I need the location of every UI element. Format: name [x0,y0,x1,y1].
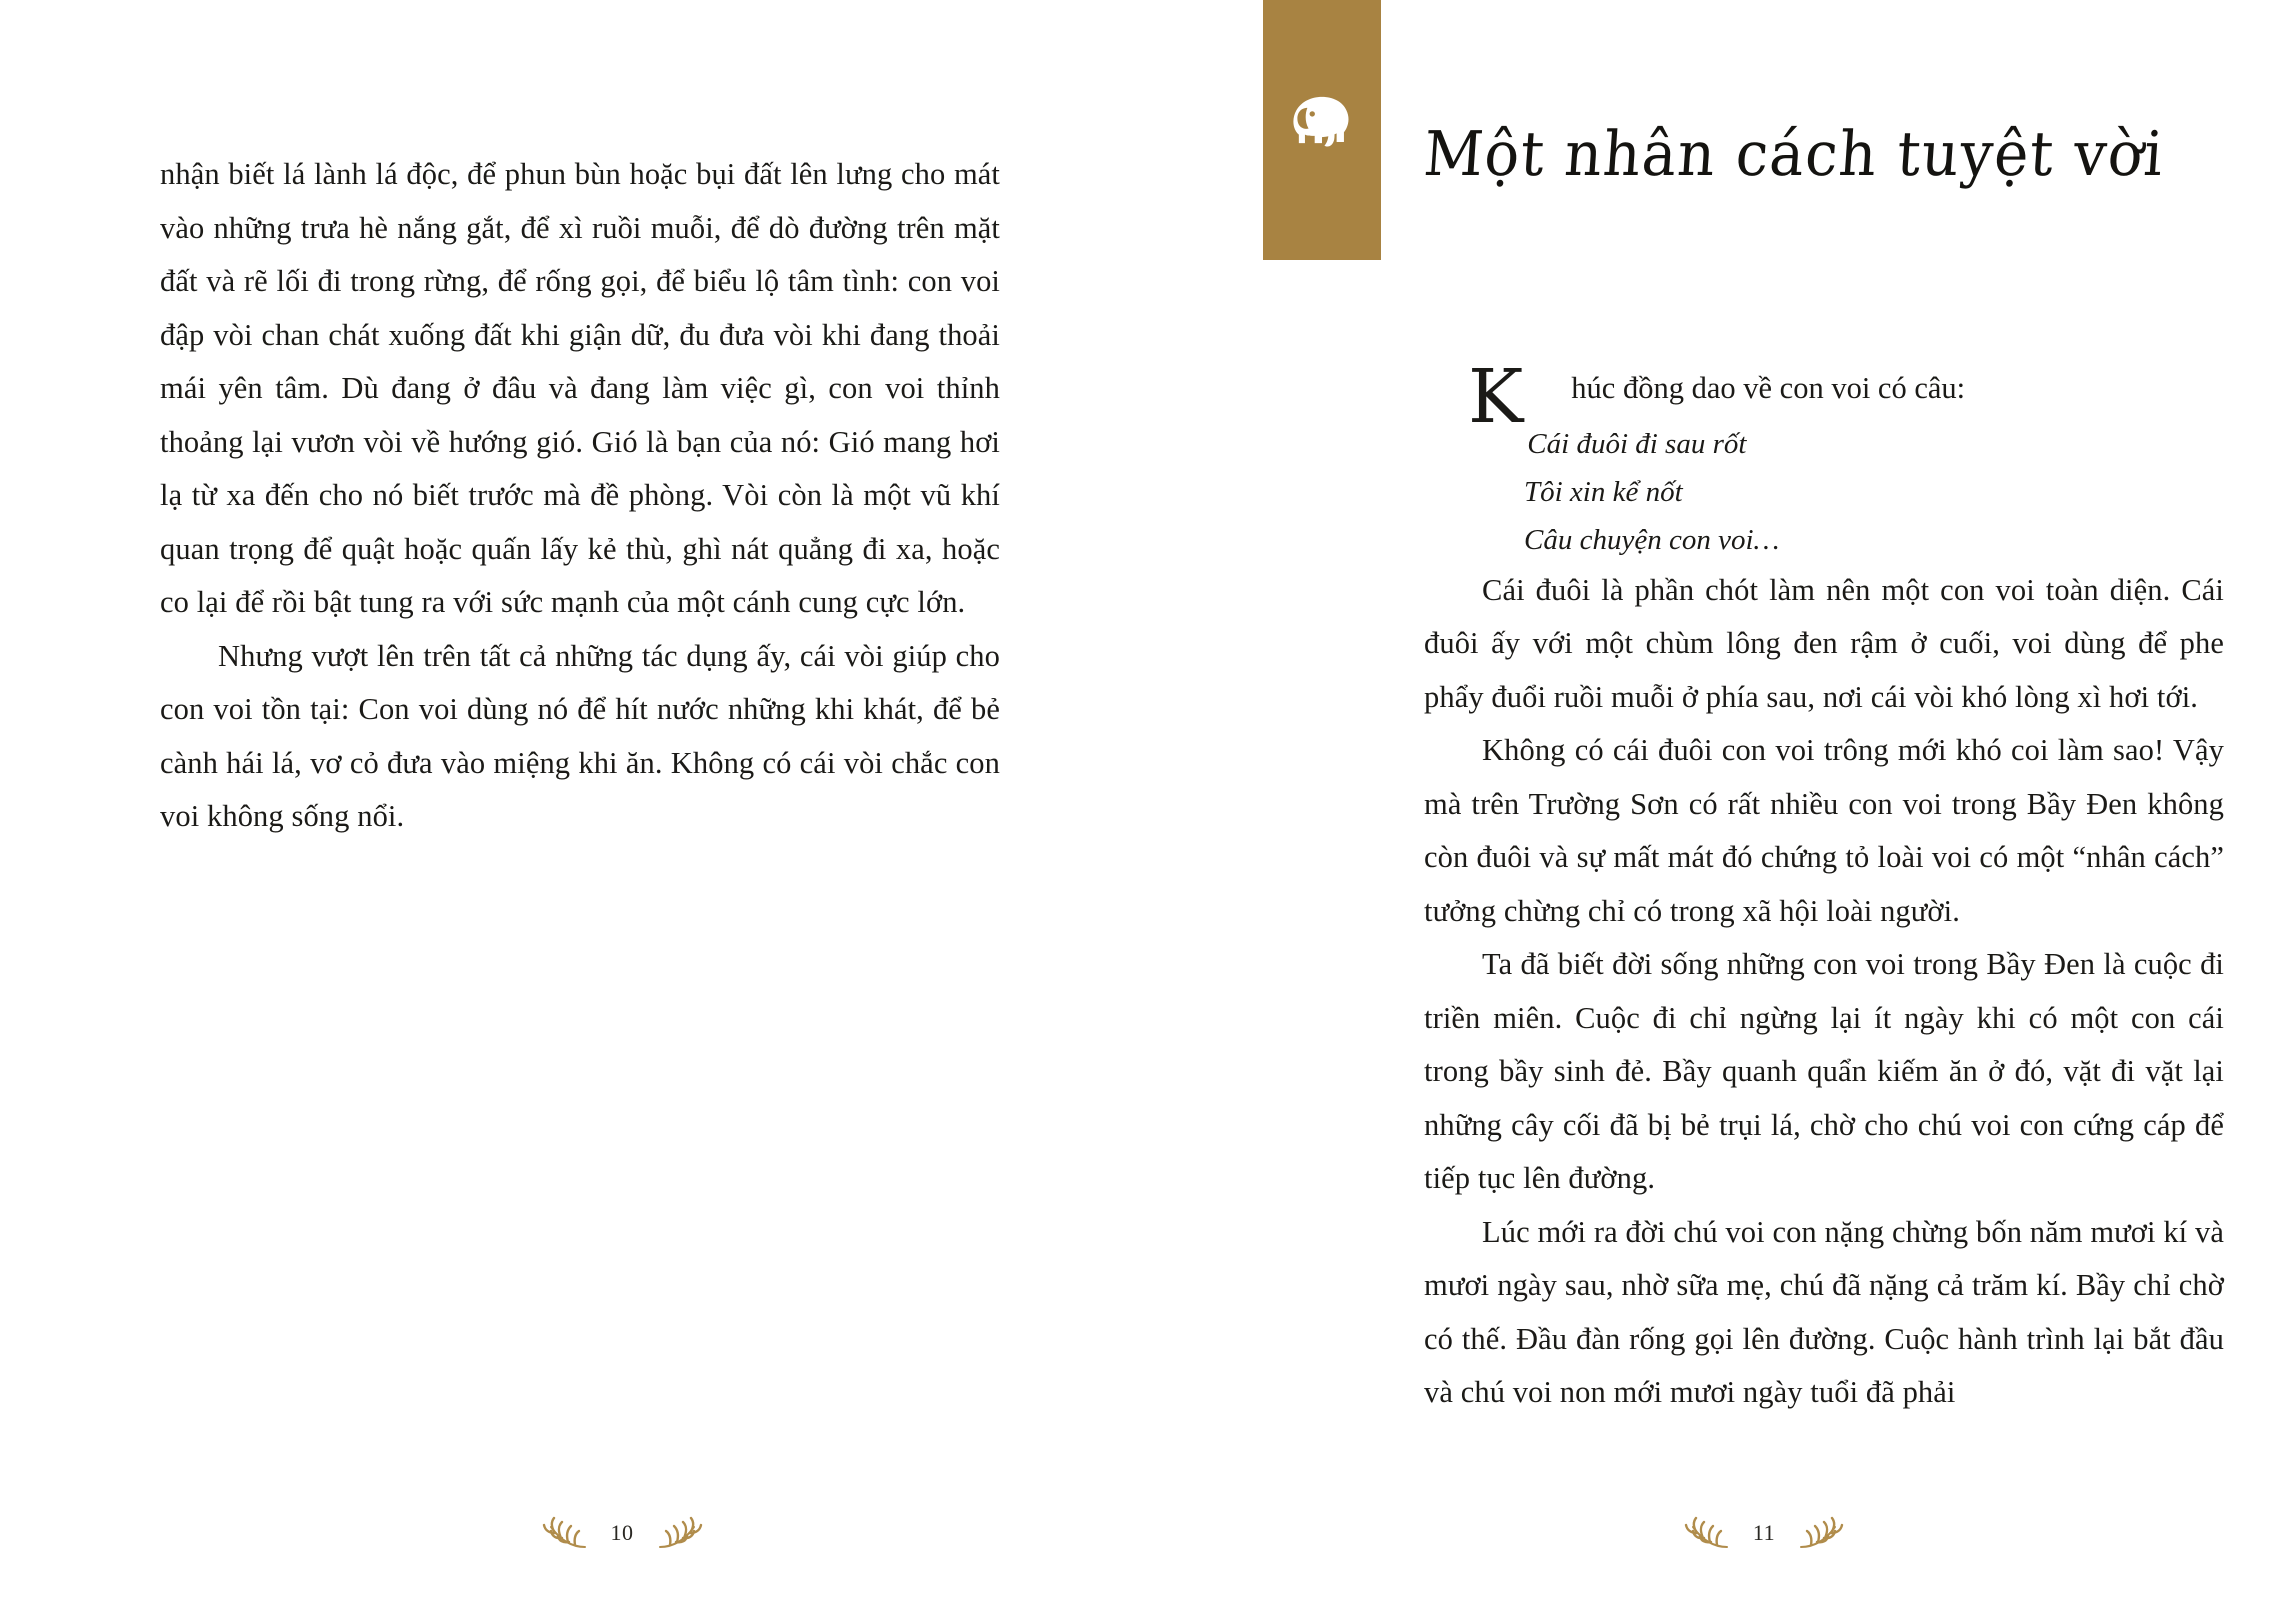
paragraph: nhận biết lá lành lá độc, để phun bùn hoặc bụi đất lên lưng cho mát vào những trưa hè nắng gắt, để xì ruồi muỗi, để dò đường trên mặt đất và rẽ lối đi trong rừng, để rống gọi, để biểu lộ tâm tình: con voi đập vòi chan chát xuống đất khi giận dữ, đu đưa vòi khi đang thoải mái yên tâm. Dù đang ở đâu và đang làm việc gì, con voi thỉnh thoảng lại vươn vòi về hướng gió. Gió là bạn của nó: Gió mang hơi lạ từ xa đến cho nó biết trước mà đề phòng. Vòi còn là một vũ khí quan trọng để quật hoặc quấn lấy kẻ thù, ghì nát quẳng đi xa, hoặc co lại để rồi bật tung ra với sức mạnh của một cánh cung cực lớn. [160,157,1000,619]
opening-line: húc đồng dao về con voi có câu: [1571,371,1966,405]
laurel-icon [656,1513,704,1553]
paragraph: Không có cái đuôi con voi trông mới khó coi làm sao! Vậy mà trên Trường Sơn có rất nhiều con voi trong Bầy Đen không còn đuôi và sự mất mát đó chứng tỏ loài voi có một “nhân cách” tưởng chừng chỉ có trong xã hội loài người. [1424,733,2224,928]
page-number: 11 [1752,1520,1776,1545]
paragraph: Lúc mới ra đời chú voi con nặng chừng bốn năm mươi kí và mươi ngày sau, nhờ sữa mẹ, chú đã nặng cả trăm kí. Bầy chỉ chờ có thế. Đầu đàn rống gọi lên đường. Cuộc hành trình lại bắt đầu và chú voi non mới mươi ngày tuổi đã phải [1424,1214,2224,1409]
laurel-icon [541,1513,589,1553]
verse-block [1424,420,2224,564]
footer-right [1244,1513,2284,1553]
verse-line: Cái đuôi đi sau rốt [1527,427,1747,460]
opening-paragraph [1424,354,2224,440]
paragraph: Cái đuôi là phần chót làm nên một con voi toàn diện. Cái đuôi ấy với một chùm lông đen rậm ở cuối, voi dùng để phe phẩy đuổi ruồi muỗi ở phía sau, nơi cái vòi khó lòng xì hơi tới. [1424,572,2224,714]
paragraph: Ta đã biết đời sống những con voi trong Bầy Đen là cuộc đi triền miên. Cuộc đi chỉ ngừng lại ít ngày khi có một con cái trong bầy sinh đẻ. Bầy quanh quẩn kiếm ăn ở đó, vặt đi vặt lại những cây cối đã bị bẻ trụi lá, chờ cho chú voi con cứng cáp để tiếp tục lên đường. [1424,947,2224,1195]
laurel-icon [1797,1513,1845,1553]
right-page-text-column [1424,354,2224,1420]
left-page-text-column [160,148,1000,844]
page-right [1244,0,2284,1615]
laurel-icon [1683,1513,1731,1553]
page-number: 10 [610,1520,634,1545]
drop-cap: K [1468,354,1524,440]
chapter-banner [1263,0,1381,260]
verse-line: Câu chuyện con voi… [1524,523,1780,556]
elephant-icon [1283,81,1361,159]
chapter-title: Một nhân cách tuyệt vời [1421,117,2167,191]
verse-line: Tôi xin kể nốt [1524,475,1683,508]
paragraph: Nhưng vượt lên trên tất cả những tác dụng ấy, cái vòi giúp cho con voi tồn tại: Con voi dùng nó để hít nước những khi khát, để bẻ cành hái lá, vơ cỏ đưa vào miệng khi ăn. Không có cái vòi chắc con voi không sống nổi. [160,638,1000,833]
